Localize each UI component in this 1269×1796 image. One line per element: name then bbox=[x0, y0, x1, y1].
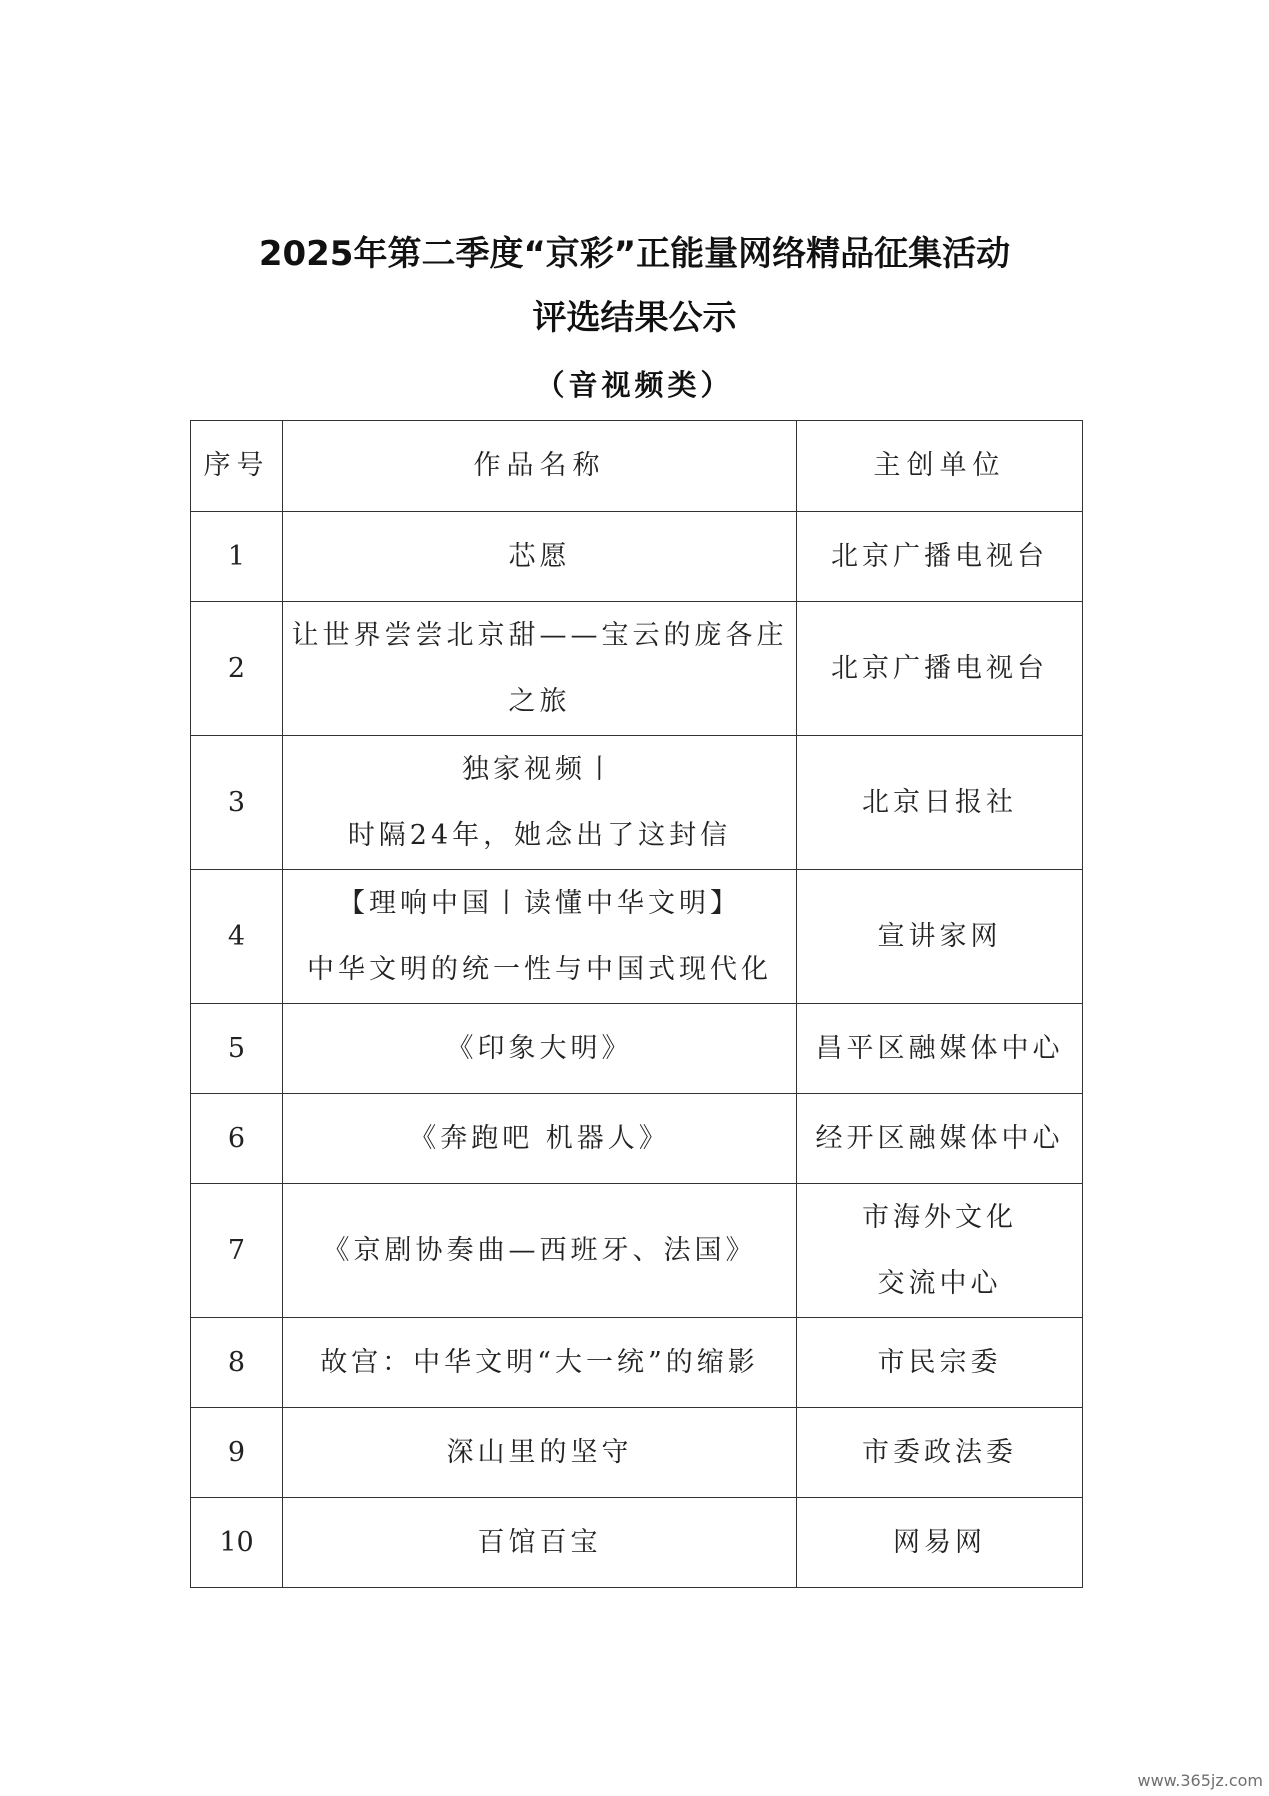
row-work-title bbox=[283, 1318, 797, 1408]
creator-unit-line: 北京广播电视台 bbox=[831, 540, 1048, 572]
table-row bbox=[191, 512, 1083, 602]
header-number: 序号 bbox=[191, 421, 283, 512]
row-creator-unit bbox=[797, 1498, 1083, 1588]
table-row bbox=[191, 1408, 1083, 1498]
creator-unit-line: 北京日报社 bbox=[862, 786, 1017, 818]
row-number: 10 bbox=[191, 1498, 283, 1588]
row-number: 7 bbox=[191, 1184, 283, 1318]
row-number: 6 bbox=[191, 1094, 283, 1184]
work-title-line: 之旅 bbox=[508, 685, 571, 717]
work-title-line: 时隔24年，她念出了这封信 bbox=[347, 819, 732, 851]
row-work-title bbox=[283, 512, 797, 602]
table-row bbox=[191, 602, 1083, 736]
work-title-line: 中华文明的统一性与中国式现代化 bbox=[307, 953, 772, 985]
results-table bbox=[190, 420, 1083, 1588]
row-number: 8 bbox=[191, 1318, 283, 1408]
page-subtitle: （音视频类） bbox=[535, 368, 734, 402]
header-work-title: 作品名称 bbox=[283, 421, 797, 512]
row-creator-unit bbox=[797, 1184, 1083, 1318]
row-creator-unit bbox=[797, 1094, 1083, 1184]
row-work-title bbox=[283, 1408, 797, 1498]
work-title-line: 让世界尝尝北京甜——宝云的庞各庄 bbox=[291, 619, 788, 651]
row-number: 2 bbox=[191, 602, 283, 736]
creator-unit-line: 经开区融媒体中心 bbox=[815, 1122, 1064, 1154]
watermark-text: www.365jz.com bbox=[1137, 1771, 1263, 1790]
page-title-line-1: 2025年第二季度“京彩”正能量网络精品征集活动 bbox=[258, 234, 1011, 274]
work-title-line: 故宫：中华文明“大一统”的缩影 bbox=[320, 1346, 759, 1378]
table-row bbox=[191, 1184, 1083, 1318]
row-work-title bbox=[283, 1004, 797, 1094]
table-row bbox=[191, 1004, 1083, 1094]
row-work-title bbox=[283, 1498, 797, 1588]
row-number: 1 bbox=[191, 512, 283, 602]
row-work-title bbox=[283, 870, 797, 1004]
row-creator-unit bbox=[797, 870, 1083, 1004]
row-creator-unit bbox=[797, 512, 1083, 602]
creator-unit-line: 北京广播电视台 bbox=[831, 652, 1048, 684]
work-title-line: 《奔跑吧 机器人》 bbox=[409, 1122, 670, 1154]
creator-unit-line: 网易网 bbox=[893, 1526, 986, 1558]
row-creator-unit bbox=[797, 1318, 1083, 1408]
table-row bbox=[191, 736, 1083, 870]
creator-unit-line: 昌平区融媒体中心 bbox=[815, 1032, 1064, 1064]
row-number: 3 bbox=[191, 736, 283, 870]
row-number: 9 bbox=[191, 1408, 283, 1498]
row-creator-unit bbox=[797, 1004, 1083, 1094]
work-title-line: 百馆百宝 bbox=[477, 1526, 602, 1558]
work-title-line: 独家视频丨 bbox=[462, 753, 617, 785]
work-title-line: 《印象大明》 bbox=[446, 1032, 633, 1064]
work-title-line: 《京剧协奏曲—西班牙、法国》 bbox=[322, 1234, 757, 1266]
table-row bbox=[191, 1318, 1083, 1408]
creator-unit-line: 市民宗委 bbox=[877, 1346, 1002, 1378]
work-title-line: 深山里的坚守 bbox=[446, 1436, 633, 1468]
table-row bbox=[191, 870, 1083, 1004]
page-title-line-2: 评选结果公示 bbox=[532, 298, 737, 338]
row-work-title bbox=[283, 1184, 797, 1318]
table-header-row bbox=[191, 421, 1083, 512]
work-title-line: 【理响中国丨读懂中华文明】 bbox=[338, 887, 741, 919]
row-creator-unit bbox=[797, 736, 1083, 870]
row-work-title bbox=[283, 602, 797, 736]
creator-unit-line: 市委政法委 bbox=[862, 1436, 1017, 1468]
row-work-title bbox=[283, 1094, 797, 1184]
row-number: 5 bbox=[191, 1004, 283, 1094]
header-creator-unit: 主创单位 bbox=[797, 421, 1083, 512]
creator-unit-line: 交流中心 bbox=[877, 1267, 1002, 1299]
creator-unit-line: 市海外文化 bbox=[862, 1201, 1017, 1233]
row-creator-unit bbox=[797, 1408, 1083, 1498]
row-work-title bbox=[283, 736, 797, 870]
row-creator-unit bbox=[797, 602, 1083, 736]
creator-unit-line: 宣讲家网 bbox=[877, 920, 1002, 952]
table-row bbox=[191, 1094, 1083, 1184]
table-row bbox=[191, 1498, 1083, 1588]
row-number: 4 bbox=[191, 870, 283, 1004]
work-title-line: 芯愿 bbox=[508, 540, 571, 572]
